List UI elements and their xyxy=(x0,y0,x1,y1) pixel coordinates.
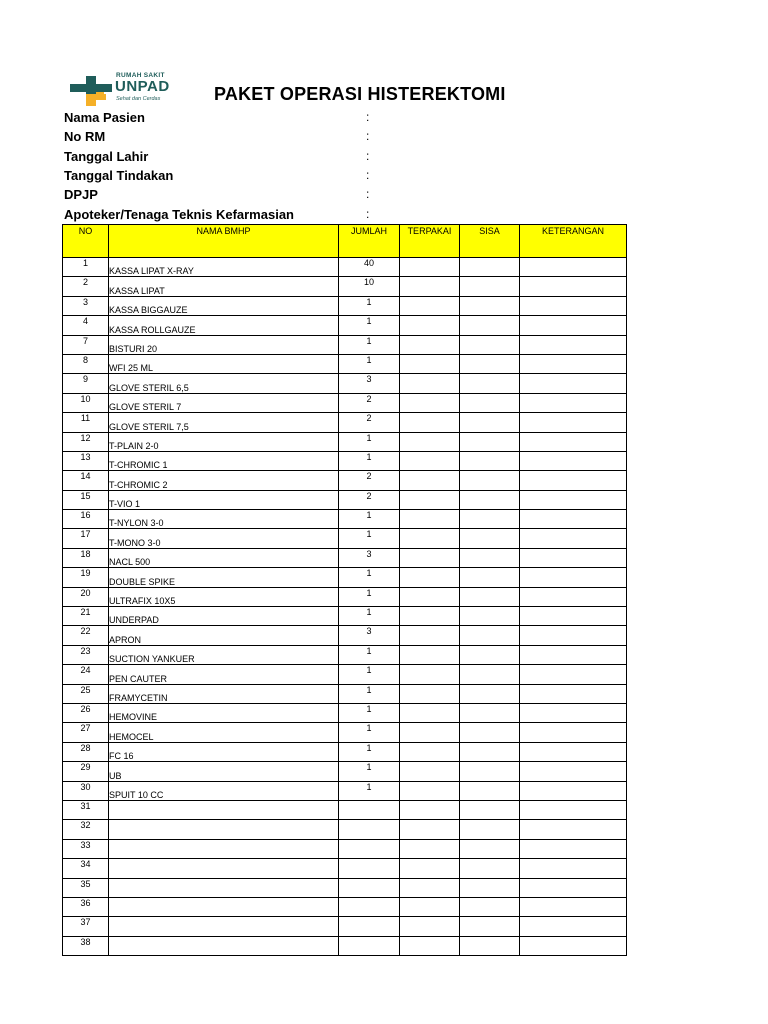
table-row xyxy=(63,859,627,878)
table-row xyxy=(63,393,627,412)
col-header-terpakai: TERPAKAI xyxy=(400,225,460,258)
row-no-cell: 12 xyxy=(63,432,109,451)
col-header-sisa: SISA xyxy=(460,225,520,258)
row-no-cell: 18 xyxy=(63,548,109,567)
row-name-cell xyxy=(109,936,339,955)
row-keterangan-cell xyxy=(520,645,627,664)
row-sisa-cell xyxy=(460,471,520,490)
table-row xyxy=(63,917,627,936)
row-sisa-cell xyxy=(460,839,520,858)
row-no-cell: 10 xyxy=(63,393,109,412)
row-name-cell: KASSA ROLLGAUZE xyxy=(109,316,339,335)
row-sisa-cell xyxy=(460,859,520,878)
table-header-row xyxy=(63,225,627,258)
table-row xyxy=(63,800,627,819)
table-row xyxy=(63,568,627,587)
row-no-cell: 23 xyxy=(63,645,109,664)
row-jumlah-cell: 1 xyxy=(339,432,400,451)
table-row xyxy=(63,471,627,490)
row-name-cell: APRON xyxy=(109,626,339,645)
row-name-cell xyxy=(109,897,339,916)
row-terpakai-cell xyxy=(400,800,460,819)
row-no-cell: 36 xyxy=(63,897,109,916)
row-jumlah-cell: 1 xyxy=(339,296,400,315)
row-no-cell: 26 xyxy=(63,703,109,722)
row-jumlah-cell: 2 xyxy=(339,471,400,490)
field-label-nama-pasien: Nama Pasien xyxy=(64,110,145,125)
row-no-cell: 19 xyxy=(63,568,109,587)
row-name-cell: SPUIT 10 CC xyxy=(109,781,339,800)
row-terpakai-cell xyxy=(400,936,460,955)
table-row xyxy=(63,645,627,664)
table-row xyxy=(63,451,627,470)
row-terpakai-cell xyxy=(400,878,460,897)
row-name-cell xyxy=(109,917,339,936)
row-sisa-cell xyxy=(460,296,520,315)
field-colon: : xyxy=(366,168,370,182)
brand-tagline: Sehat dan Cerdas xyxy=(116,96,161,102)
row-keterangan-cell xyxy=(520,374,627,393)
field-colon: : xyxy=(366,149,370,163)
row-name-cell xyxy=(109,859,339,878)
row-jumlah-cell: 1 xyxy=(339,529,400,548)
row-jumlah-cell: 1 xyxy=(339,665,400,684)
row-no-cell: 4 xyxy=(63,316,109,335)
row-keterangan-cell xyxy=(520,800,627,819)
row-no-cell: 16 xyxy=(63,510,109,529)
row-name-cell: FRAMYCETIN xyxy=(109,684,339,703)
row-jumlah-cell xyxy=(339,878,400,897)
row-keterangan-cell xyxy=(520,859,627,878)
row-terpakai-cell xyxy=(400,490,460,509)
row-no-cell: 30 xyxy=(63,781,109,800)
table-row xyxy=(63,354,627,373)
row-no-cell: 1 xyxy=(63,258,109,277)
row-name-cell: KASSA BIGGAUZE xyxy=(109,296,339,315)
row-name-cell: HEMOVINE xyxy=(109,703,339,722)
row-sisa-cell xyxy=(460,684,520,703)
row-name-cell: NACL 500 xyxy=(109,548,339,567)
row-jumlah-cell xyxy=(339,897,400,916)
table-row xyxy=(63,587,627,606)
row-sisa-cell xyxy=(460,413,520,432)
row-sisa-cell xyxy=(460,587,520,606)
row-terpakai-cell xyxy=(400,451,460,470)
row-jumlah-cell: 1 xyxy=(339,762,400,781)
row-jumlah-cell: 1 xyxy=(339,703,400,722)
row-sisa-cell xyxy=(460,936,520,955)
field-label-apoteker: Apoteker/Tenaga Teknis Kefarmasian xyxy=(64,207,294,222)
table-row xyxy=(63,723,627,742)
row-keterangan-cell xyxy=(520,490,627,509)
row-name-cell: T-CHROMIC 1 xyxy=(109,451,339,470)
row-terpakai-cell xyxy=(400,471,460,490)
row-jumlah-cell: 1 xyxy=(339,354,400,373)
row-sisa-cell xyxy=(460,917,520,936)
row-sisa-cell xyxy=(460,374,520,393)
table-row xyxy=(63,762,627,781)
row-terpakai-cell xyxy=(400,626,460,645)
row-jumlah-cell: 1 xyxy=(339,723,400,742)
row-keterangan-cell xyxy=(520,878,627,897)
row-keterangan-cell xyxy=(520,839,627,858)
row-terpakai-cell xyxy=(400,413,460,432)
row-sisa-cell xyxy=(460,897,520,916)
row-jumlah-cell: 1 xyxy=(339,781,400,800)
field-colon: : xyxy=(366,187,370,201)
row-keterangan-cell xyxy=(520,820,627,839)
row-terpakai-cell xyxy=(400,742,460,761)
table-row xyxy=(63,490,627,509)
row-keterangan-cell xyxy=(520,529,627,548)
row-keterangan-cell xyxy=(520,742,627,761)
row-name-cell: T-PLAIN 2-0 xyxy=(109,432,339,451)
row-keterangan-cell xyxy=(520,296,627,315)
row-sisa-cell xyxy=(460,703,520,722)
row-no-cell: 2 xyxy=(63,277,109,296)
row-sisa-cell xyxy=(460,762,520,781)
row-name-cell: HEMOCEL xyxy=(109,723,339,742)
row-no-cell: 29 xyxy=(63,762,109,781)
row-jumlah-cell xyxy=(339,936,400,955)
row-terpakai-cell xyxy=(400,393,460,412)
row-no-cell: 13 xyxy=(63,451,109,470)
row-no-cell: 32 xyxy=(63,820,109,839)
row-no-cell: 37 xyxy=(63,917,109,936)
row-no-cell: 8 xyxy=(63,354,109,373)
row-keterangan-cell xyxy=(520,510,627,529)
table-row xyxy=(63,665,627,684)
table-row xyxy=(63,878,627,897)
row-sisa-cell xyxy=(460,510,520,529)
row-terpakai-cell xyxy=(400,354,460,373)
table-row xyxy=(63,626,627,645)
table-row xyxy=(63,529,627,548)
row-jumlah-cell: 1 xyxy=(339,335,400,354)
row-sisa-cell xyxy=(460,607,520,626)
table-row xyxy=(63,548,627,567)
row-no-cell: 28 xyxy=(63,742,109,761)
row-no-cell: 20 xyxy=(63,587,109,606)
row-keterangan-cell xyxy=(520,665,627,684)
row-name-cell xyxy=(109,878,339,897)
row-terpakai-cell xyxy=(400,296,460,315)
row-keterangan-cell xyxy=(520,471,627,490)
row-name-cell: BISTURI 20 xyxy=(109,335,339,354)
row-sisa-cell xyxy=(460,316,520,335)
row-terpakai-cell xyxy=(400,335,460,354)
row-sisa-cell xyxy=(460,490,520,509)
brand-line1: RUMAH SAKIT xyxy=(116,72,165,79)
row-sisa-cell xyxy=(460,548,520,567)
row-no-cell: 35 xyxy=(63,878,109,897)
table-row xyxy=(63,703,627,722)
row-name-cell: DOUBLE SPIKE xyxy=(109,568,339,587)
hospital-logo xyxy=(68,72,188,108)
row-sisa-cell xyxy=(460,277,520,296)
field-colon: : xyxy=(366,129,370,143)
row-sisa-cell xyxy=(460,820,520,839)
row-terpakai-cell xyxy=(400,258,460,277)
row-jumlah-cell: 1 xyxy=(339,645,400,664)
row-jumlah-cell: 1 xyxy=(339,316,400,335)
row-no-cell: 11 xyxy=(63,413,109,432)
field-colon: : xyxy=(366,207,370,221)
row-terpakai-cell xyxy=(400,723,460,742)
row-terpakai-cell xyxy=(400,374,460,393)
cross-logo-icon xyxy=(68,72,114,108)
row-sisa-cell xyxy=(460,723,520,742)
row-terpakai-cell xyxy=(400,548,460,567)
row-no-cell: 21 xyxy=(63,607,109,626)
row-no-cell: 15 xyxy=(63,490,109,509)
table-row xyxy=(63,839,627,858)
row-keterangan-cell xyxy=(520,917,627,936)
row-jumlah-cell: 3 xyxy=(339,374,400,393)
table-row xyxy=(63,296,627,315)
row-jumlah-cell: 3 xyxy=(339,626,400,645)
row-no-cell: 3 xyxy=(63,296,109,315)
row-jumlah-cell xyxy=(339,839,400,858)
row-sisa-cell xyxy=(460,878,520,897)
row-keterangan-cell xyxy=(520,393,627,412)
row-keterangan-cell xyxy=(520,451,627,470)
row-terpakai-cell xyxy=(400,859,460,878)
row-sisa-cell xyxy=(460,354,520,373)
row-name-cell: WFI 25 ML xyxy=(109,354,339,373)
table-row xyxy=(63,684,627,703)
row-name-cell: KASSA LIPAT xyxy=(109,277,339,296)
row-terpakai-cell xyxy=(400,820,460,839)
row-keterangan-cell xyxy=(520,335,627,354)
row-name-cell: T-MONO 3-0 xyxy=(109,529,339,548)
row-name-cell: GLOVE STERIL 6,5 xyxy=(109,374,339,393)
row-name-cell xyxy=(109,820,339,839)
row-jumlah-cell: 40 xyxy=(339,258,400,277)
row-sisa-cell xyxy=(460,258,520,277)
row-jumlah-cell: 3 xyxy=(339,548,400,567)
row-keterangan-cell xyxy=(520,936,627,955)
row-sisa-cell xyxy=(460,432,520,451)
bmhp-table xyxy=(62,224,627,956)
row-keterangan-cell xyxy=(520,703,627,722)
row-terpakai-cell xyxy=(400,529,460,548)
row-no-cell: 24 xyxy=(63,665,109,684)
field-label-tanggal-tindakan: Tanggal Tindakan xyxy=(64,168,174,183)
row-jumlah-cell: 2 xyxy=(339,393,400,412)
row-sisa-cell xyxy=(460,568,520,587)
row-keterangan-cell xyxy=(520,607,627,626)
table-row xyxy=(63,897,627,916)
row-name-cell: T-NYLON 3-0 xyxy=(109,510,339,529)
row-sisa-cell xyxy=(460,800,520,819)
row-no-cell: 14 xyxy=(63,471,109,490)
brand-line2: UNPAD xyxy=(115,78,170,95)
table-row xyxy=(63,510,627,529)
row-jumlah-cell: 2 xyxy=(339,490,400,509)
row-terpakai-cell xyxy=(400,917,460,936)
row-sisa-cell xyxy=(460,393,520,412)
row-no-cell: 25 xyxy=(63,684,109,703)
row-sisa-cell xyxy=(460,335,520,354)
field-colon: : xyxy=(366,110,370,124)
row-jumlah-cell: 1 xyxy=(339,607,400,626)
row-keterangan-cell xyxy=(520,413,627,432)
row-terpakai-cell xyxy=(400,684,460,703)
row-jumlah-cell: 1 xyxy=(339,742,400,761)
row-sisa-cell xyxy=(460,451,520,470)
row-no-cell: 33 xyxy=(63,839,109,858)
row-sisa-cell xyxy=(460,529,520,548)
table-row xyxy=(63,258,627,277)
row-no-cell: 34 xyxy=(63,859,109,878)
row-jumlah-cell: 1 xyxy=(339,510,400,529)
row-terpakai-cell xyxy=(400,665,460,684)
field-label-no-rm: No RM xyxy=(64,129,106,144)
row-sisa-cell xyxy=(460,742,520,761)
row-jumlah-cell: 1 xyxy=(339,451,400,470)
row-no-cell: 7 xyxy=(63,335,109,354)
row-keterangan-cell xyxy=(520,762,627,781)
field-label-dpjp: DPJP xyxy=(64,187,98,202)
row-no-cell: 38 xyxy=(63,936,109,955)
row-terpakai-cell xyxy=(400,897,460,916)
row-name-cell: SUCTION YANKUER xyxy=(109,645,339,664)
row-keterangan-cell xyxy=(520,781,627,800)
row-name-cell xyxy=(109,839,339,858)
row-terpakai-cell xyxy=(400,781,460,800)
row-jumlah-cell: 1 xyxy=(339,568,400,587)
col-header-no: NO xyxy=(63,225,109,258)
row-no-cell: 9 xyxy=(63,374,109,393)
row-keterangan-cell xyxy=(520,897,627,916)
row-name-cell: T-CHROMIC 2 xyxy=(109,471,339,490)
row-name-cell: UNDERPAD xyxy=(109,607,339,626)
row-terpakai-cell xyxy=(400,607,460,626)
row-keterangan-cell xyxy=(520,316,627,335)
row-no-cell: 17 xyxy=(63,529,109,548)
row-keterangan-cell xyxy=(520,626,627,645)
row-keterangan-cell xyxy=(520,548,627,567)
row-keterangan-cell xyxy=(520,684,627,703)
row-jumlah-cell xyxy=(339,800,400,819)
row-jumlah-cell: 10 xyxy=(339,277,400,296)
row-jumlah-cell xyxy=(339,917,400,936)
row-keterangan-cell xyxy=(520,587,627,606)
row-keterangan-cell xyxy=(520,258,627,277)
row-name-cell: GLOVE STERIL 7,5 xyxy=(109,413,339,432)
row-terpakai-cell xyxy=(400,703,460,722)
col-header-nama-bmhp: NAMA BMHP xyxy=(109,225,339,258)
row-no-cell: 31 xyxy=(63,800,109,819)
row-keterangan-cell xyxy=(520,277,627,296)
table-row xyxy=(63,335,627,354)
row-jumlah-cell xyxy=(339,859,400,878)
row-no-cell: 22 xyxy=(63,626,109,645)
row-name-cell xyxy=(109,800,339,819)
row-name-cell: PEN CAUTER xyxy=(109,665,339,684)
row-keterangan-cell xyxy=(520,432,627,451)
table-row xyxy=(63,742,627,761)
row-sisa-cell xyxy=(460,665,520,684)
table-row xyxy=(63,936,627,955)
row-keterangan-cell xyxy=(520,354,627,373)
row-name-cell: ULTRAFIX 10X5 xyxy=(109,587,339,606)
table-row xyxy=(63,374,627,393)
row-no-cell: 27 xyxy=(63,723,109,742)
row-keterangan-cell xyxy=(520,723,627,742)
row-terpakai-cell xyxy=(400,432,460,451)
col-header-jumlah: JUMLAH xyxy=(339,225,400,258)
row-terpakai-cell xyxy=(400,316,460,335)
document-title: PAKET OPERASI HISTEREKTOMI xyxy=(214,84,506,104)
row-terpakai-cell xyxy=(400,568,460,587)
table-row xyxy=(63,781,627,800)
table-row xyxy=(63,277,627,296)
row-name-cell: FC 16 xyxy=(109,742,339,761)
row-jumlah-cell: 2 xyxy=(339,413,400,432)
table-row xyxy=(63,820,627,839)
table-row xyxy=(63,413,627,432)
row-name-cell: T-VIO 1 xyxy=(109,490,339,509)
col-header-keterangan: KETERANGAN xyxy=(520,225,627,258)
row-name-cell: KASSA LIPAT X-RAY xyxy=(109,258,339,277)
row-sisa-cell xyxy=(460,645,520,664)
table-row xyxy=(63,316,627,335)
table-row xyxy=(63,607,627,626)
row-terpakai-cell xyxy=(400,587,460,606)
row-terpakai-cell xyxy=(400,645,460,664)
row-terpakai-cell xyxy=(400,762,460,781)
row-jumlah-cell: 1 xyxy=(339,684,400,703)
row-sisa-cell xyxy=(460,626,520,645)
row-keterangan-cell xyxy=(520,568,627,587)
row-jumlah-cell xyxy=(339,820,400,839)
row-name-cell: GLOVE STERIL 7 xyxy=(109,393,339,412)
row-terpakai-cell xyxy=(400,510,460,529)
row-jumlah-cell: 1 xyxy=(339,587,400,606)
row-terpakai-cell xyxy=(400,277,460,296)
row-sisa-cell xyxy=(460,781,520,800)
row-terpakai-cell xyxy=(400,839,460,858)
table-row xyxy=(63,432,627,451)
field-label-tanggal-lahir: Tanggal Lahir xyxy=(64,149,149,164)
row-name-cell: UB xyxy=(109,762,339,781)
